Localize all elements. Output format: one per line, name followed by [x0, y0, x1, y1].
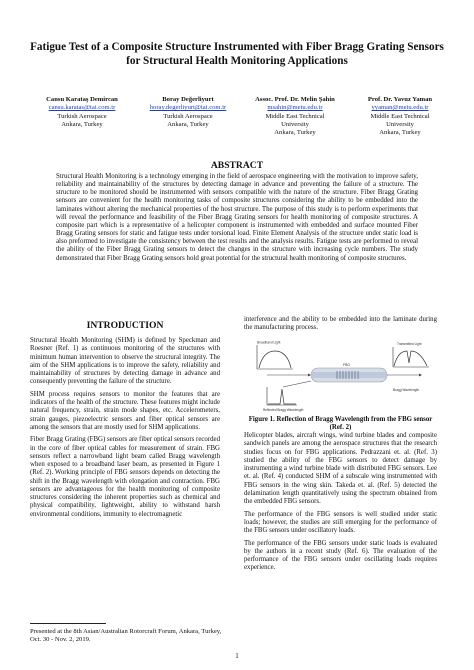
author-location: Ankara, Turkey: [167, 120, 209, 128]
arrowhead: [308, 374, 311, 377]
author-name: Assoc. Prof. Dr. Melin Şahin: [255, 96, 335, 103]
reflected-spectrum-plot: [267, 387, 297, 405]
arrowhead: [419, 374, 422, 377]
author-name: Prof. Dr. Yavuz Yaman: [367, 96, 433, 103]
page-number: 1: [235, 652, 239, 660]
right-paragraph-3: The performance of the FBG sensors under static loads is evaluated by the authors in a recent study (Ref. 6). The evaluation of the performance of the FBG sensors under oscillating loads requires experience.: [244, 539, 437, 572]
fbg-reflection-figure: [253, 341, 433, 413]
intro-paragraph-1: Structural Health Monitoring (SHM) is defined by Speckman and Roesner (Ref. 1) as continuous monitoring of the structures with minimum human intervention to observe the structural integrity. The aim of the SHM applications is to improve the safety, reliability and maintainability of structures by detecting damage in advance and consequently preventing the failure of the structure.: [30, 337, 220, 386]
author-affiliation: Turkish Aerospace: [57, 112, 107, 120]
figure-label-fbg: FBG: [343, 363, 350, 367]
transmitted-spectrum-plot: [393, 347, 429, 367]
introduction-heading: INTRODUCTION: [86, 320, 164, 331]
abstract-text: Structural Health Monitoring is a technology emerging in the field of aerospace engineering with the motivation to improve safety, reliability and maintainability of the structures by detecting damage in advance and preventing the failure of a structure. The structure to be monitored should be instrumented with sensors compatible with the nature of the structure. Fiber Bragg Grating sensors are convenient for the health monitoring tasks of composite structures considering the ability to be embedded into the laminates without altering the mechanical properties of the host structure. The purpose of this study is to perform experiments that will reveal the performance and feasibility of the Fiber Bragg Grating sensors for health monitoring of composite structures. A composite part which is a representative of a helicopter component is instrumented with embedded and surface mounted Fiber Bragg Grating sensors for static and fatigue tests under torsional load. Finite Element Analysis of the structure under static load is also preformed to investigate the consistency between the test results and the analysis results. Fatigue tests are performed to reveal the ability of the Fiber Bragg Grating sensors to detect the changes in the structure with increasing cycle numbers. The study demonstrated that Fiber Bragg Grating sensors hold great potential for the structural health monitoring of composite structures.: [56, 173, 418, 262]
reflected-arrow: [283, 381, 311, 387]
intro-paragraph-3: Fiber Bragg Grating (FBG) sensors are fiber optical sensors recorded in the core of fiber optical cables for measurement of strain. FBG sensors reflect a narrowband light beam called Bragg wavelength when exposed to a broadband laser beam, as presented in Figure 1 (Ref. 2). Working principle of FBG sensors depends on detecting the shift in the Bragg wavelength with elongation and contraction. FBG sensors are advantageous for the health monitoring of composite structures considering the inherent properties such as chemical and physical compatibility, lightweight, ability to withstand harsh environmental conditions, immunity to electromagnetic: [30, 436, 220, 518]
author-affiliation-line2: University: [386, 120, 414, 128]
author-affiliation: Turkish Aerospace: [163, 112, 213, 120]
author-email-link[interactable]: yyaman@metu.edu.tr: [371, 104, 429, 112]
right-paragraph-1: Helicopter blades, aircraft wings, wind turbine blades and composite sandwich panels are among the aerospace structures that the research studies focus on for FBG applications. Pedrazzani et. al. (Ref. 3) studied the ability of the FBG sensors to detect damage by instrumenting a wind turbine blade with distributed FBG sensors. Lee et. al. (Ref. 4) conducted SHM of a subscale wing instrumented with FBG sensors in the wing skin. Takeda et. al. (Ref. 5) detected the delamination length quantitatively using the spectrum obtained from the embedded FBG sensors.: [244, 432, 437, 505]
author-location: Ankara, Turkey: [274, 129, 316, 137]
author-affiliation: Middle East Technical: [265, 112, 325, 120]
footnote-rule: [30, 623, 106, 624]
abstract-heading: ABSTRACT: [210, 160, 264, 171]
figure-label-broadband: Broadband Light: [257, 341, 281, 345]
figure-caption: Figure 1. Reflection of Bragg Wavelength from the FBG sensor (Ref. 2): [248, 416, 433, 432]
author-email-link[interactable]: cansu.karatas@tai.com.tr: [48, 104, 116, 112]
author-block-1: [30, 96, 134, 129]
figure-label-transmitted: Transmitted Light: [397, 342, 422, 346]
author-block-3: [242, 96, 348, 137]
right-column: [244, 432, 437, 577]
author-location: Ankara, Turkey: [379, 129, 421, 137]
author-name: Boray Değerliyurt: [162, 96, 214, 103]
figure-label-bragg: Bragg Wavelength: [393, 388, 420, 392]
author-email-link[interactable]: msahin@metu.edu.tr: [267, 104, 323, 112]
fiber-core: [311, 368, 387, 382]
footnote: Presented at the 8th Asian/Australian Rotorcraft Forum, Ankara, Turkey, Oct. 30 - Nov. 2, 2019.: [30, 628, 222, 644]
author-affiliation-line2: University: [281, 120, 309, 128]
author-affiliation: Middle East Technical: [370, 112, 430, 120]
left-column: [30, 337, 220, 523]
paper-title: Fatigue Test of a Composite Structure Instrumented with Fiber Bragg Grating Sensors for Structural Health Monitoring Applications: [30, 41, 444, 67]
author-block-2: [136, 96, 240, 129]
broadband-spectrum-plot: [257, 345, 293, 369]
author-name: Cansu Karataş Demircan: [46, 96, 118, 103]
right-column-continuation: interference and the ability to be embedded into the laminate during the manufacturing process.: [244, 316, 437, 332]
author-email-link[interactable]: boray.degerliyurt@tai.com.tr: [149, 104, 227, 112]
right-paragraph-2: The performance of the FBG sensors is well studied under static loads; however, the studies are still emerging for the performance of the FBG sensors under oscillatory loads.: [244, 510, 437, 535]
intro-paragraph-2: SHM process requires sensors to monitor the features that are indicators of the health of the structure. These features might include natural frequency, strain, strain mode shapes, etc. Accelerometers, strain gauges, piezoelectric sensors and fiber optical sensors are among the sensors that are mostly used for SHM applications.: [30, 390, 220, 431]
author-block-4: [352, 96, 448, 137]
figure-label-reflected: Reflected Bragg Wavelength: [263, 408, 304, 412]
author-location: Ankara, Turkey: [61, 120, 103, 128]
